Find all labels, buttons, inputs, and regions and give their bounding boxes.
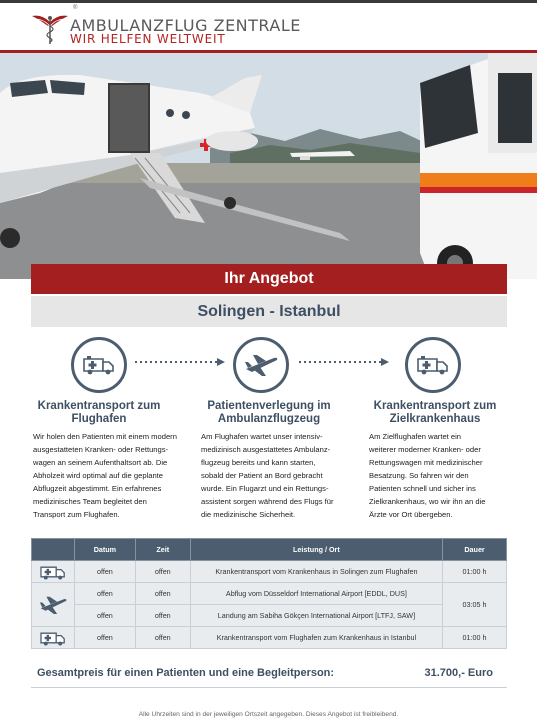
step-text-line: Am Flughafen wartet unser intensiv- bbox=[201, 432, 323, 441]
step-text-line: Abholzeit wird optimal auf die geplante bbox=[33, 471, 164, 480]
table-row bbox=[32, 627, 507, 649]
step-3-title-line1: Krankentransport zum bbox=[373, 400, 497, 412]
row-leistung: Landung am Sabiha Gökçen International Airport [LTFJ, SAW] bbox=[190, 605, 442, 627]
step-text-line: sobald der Patient an Bord gebracht bbox=[201, 471, 323, 480]
step-2-title bbox=[184, 400, 354, 426]
step-3-text bbox=[369, 430, 509, 521]
total-divider bbox=[31, 687, 507, 688]
row-leistung: Krankentransport vom Flughafen zum Krankenhaus in Istanbul bbox=[190, 627, 442, 649]
step-text-line: assistent sorgen während des Flugs für bbox=[201, 497, 334, 506]
step-text-line: wurde. Ein Flugarzt und ein Rettungs- bbox=[201, 484, 329, 493]
step-text-line: ausgestatteten Kranken- oder Rettungs- bbox=[33, 445, 169, 454]
step-text-line: Rettungswagen mit medizinischer bbox=[369, 458, 483, 467]
step-2-title-line1: Patientenverlegung im bbox=[207, 400, 331, 412]
step-3-circle bbox=[405, 337, 461, 393]
row-zeit: offen bbox=[135, 605, 190, 627]
ambulance-icon bbox=[83, 355, 115, 375]
row-leistung: Krankentransport vom Krankenhaus in Solingen zum Flughafen bbox=[190, 561, 442, 583]
row-datum: offen bbox=[74, 583, 135, 605]
site-header bbox=[0, 3, 537, 50]
row-datum: offen bbox=[74, 561, 135, 583]
ambulance-icon bbox=[38, 564, 68, 580]
registered-mark: ® bbox=[73, 5, 78, 11]
step-1-title-line2: Flughafen bbox=[71, 413, 127, 425]
table-header-row bbox=[32, 539, 507, 561]
step-text-line: flugzeug bereits und kann starten, bbox=[201, 458, 316, 467]
step-text-line: Transport zum Flughafen. bbox=[33, 510, 120, 519]
step-text-line: Abflugzeit abgestimmt. Ein erfahrenes bbox=[33, 484, 162, 493]
step-text-line: medizinisch ausgestattetes Ambulanz- bbox=[201, 445, 331, 454]
row-leistung: Abflug vom Düsseldorf International Airport [EDDL, DUS] bbox=[190, 583, 442, 605]
step-2-circle bbox=[233, 337, 289, 393]
row-icon-cell bbox=[32, 627, 75, 649]
step-text-line: medizinisches Team begleitet den bbox=[33, 497, 147, 506]
airplane-icon bbox=[39, 594, 67, 616]
caduceus-logo-icon bbox=[30, 10, 70, 46]
step-arrow-2 bbox=[299, 357, 391, 367]
step-text-line: weiterer moderner Kranken- oder bbox=[369, 445, 481, 454]
row-icon-cell bbox=[32, 583, 75, 627]
total-price-value: 31.700,- Euro bbox=[424, 667, 493, 679]
hero-image bbox=[0, 53, 537, 279]
step-text-line: die medizinische Sicherheit. bbox=[201, 510, 296, 519]
step-1-circle bbox=[71, 337, 127, 393]
step-2-title-line2: Ambulanzflugzeug bbox=[217, 413, 321, 425]
airplane-icon bbox=[244, 352, 278, 378]
step-text-line: Wir holen den Patienten mit einem modern bbox=[33, 432, 177, 441]
step-3-title-line2: Zielkrankenhaus bbox=[389, 413, 481, 425]
row-icon-cell bbox=[32, 561, 75, 583]
row-zeit: offen bbox=[135, 627, 190, 649]
footnote: Alle Uhrzeiten sind in der jeweiligen Ortszeit angegeben. Dieses Angebot ist freibleibend. bbox=[138, 711, 399, 718]
step-arrow-1 bbox=[135, 357, 227, 367]
route-title: Solingen - Istanbul bbox=[31, 296, 507, 327]
col-header-icon bbox=[32, 539, 75, 561]
brand-slogan: WIR HELFEN WELTWEIT bbox=[70, 32, 226, 46]
row-dauer: 03:05 h bbox=[443, 583, 507, 627]
step-2-text bbox=[201, 430, 361, 521]
row-datum: offen bbox=[74, 627, 135, 649]
table-row bbox=[32, 583, 507, 605]
col-header-dauer: Dauer bbox=[443, 539, 507, 561]
col-header-datum: Datum bbox=[74, 539, 135, 561]
col-header-zeit: Zeit bbox=[135, 539, 190, 561]
row-zeit: offen bbox=[135, 561, 190, 583]
step-text-line: Am Zielflughafen wartet ein bbox=[369, 432, 462, 441]
step-text-line: wagen an seinem Aufenthaltsort ab. Die bbox=[33, 458, 168, 467]
offer-title: Ihr Angebot bbox=[31, 264, 507, 294]
step-1-title bbox=[14, 400, 184, 426]
step-3-title bbox=[350, 400, 520, 426]
step-text-line: Patienten schnell und sicher ins bbox=[369, 484, 476, 493]
step-1-title-line1: Krankentransport zum bbox=[37, 400, 161, 412]
row-datum: offen bbox=[74, 605, 135, 627]
hero-illustration bbox=[0, 53, 537, 279]
brand-name: AMBULANZFLUG ZENTRALE bbox=[70, 16, 301, 35]
step-text-line: Besatzung. So fahren wir den bbox=[369, 471, 469, 480]
step-text-line: Zielkrankenhaus, wo wir ihn an die bbox=[369, 497, 486, 506]
step-text-line: Ärzte vor Ort übergeben. bbox=[369, 510, 453, 519]
ambulance-icon bbox=[38, 630, 68, 646]
total-price-label: Gesamtpreis für einen Patienten und eine Begleitperson: bbox=[37, 667, 335, 679]
row-zeit: offen bbox=[135, 583, 190, 605]
col-header-leistung: Leistung / Ort bbox=[190, 539, 442, 561]
table-row bbox=[32, 605, 507, 627]
table-row bbox=[32, 561, 507, 583]
step-1-text bbox=[33, 430, 193, 521]
ambulance-icon bbox=[417, 355, 449, 375]
row-dauer: 01:00 h bbox=[443, 627, 507, 649]
row-dauer: 01:00 h bbox=[443, 561, 507, 583]
schedule-table bbox=[31, 538, 507, 649]
